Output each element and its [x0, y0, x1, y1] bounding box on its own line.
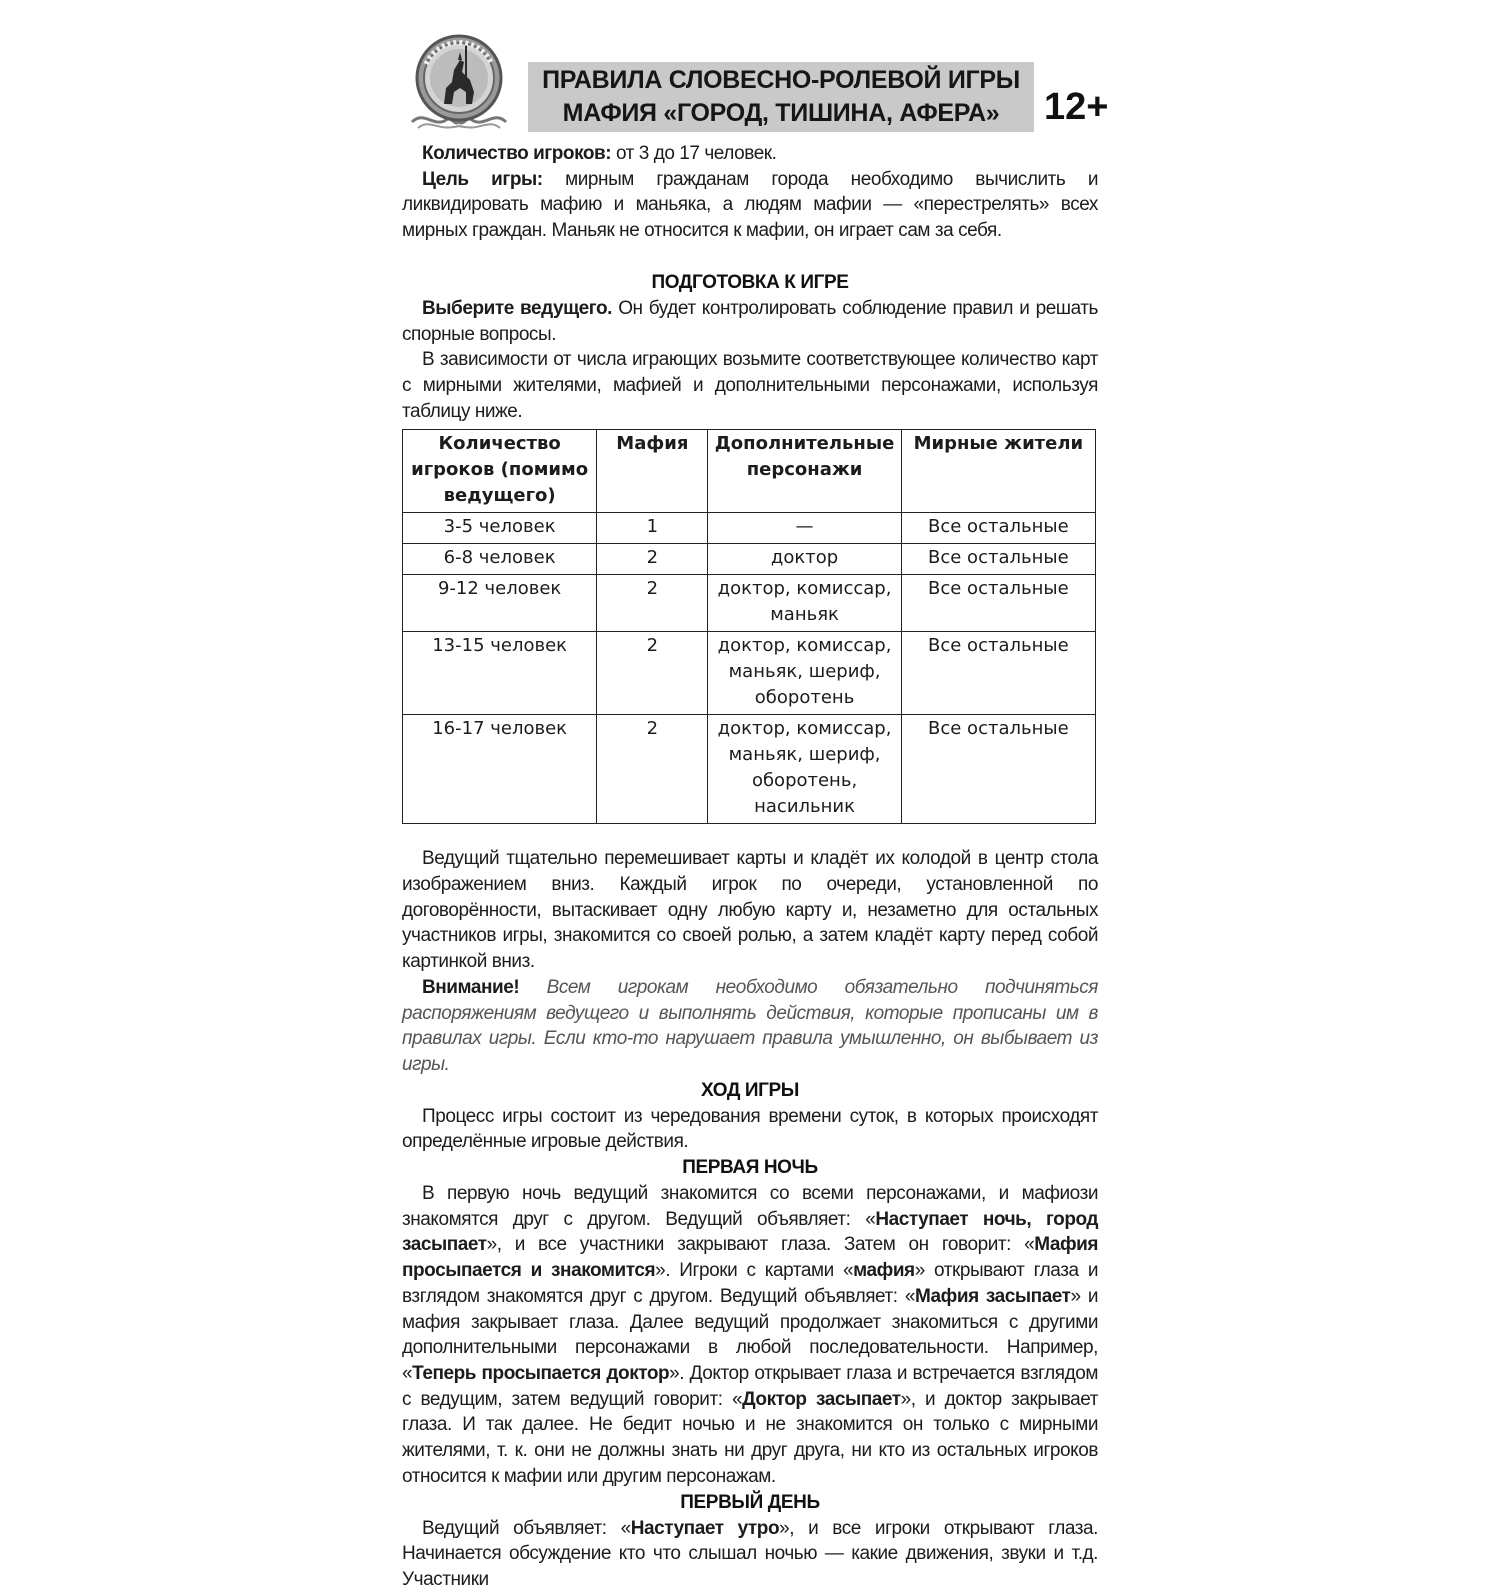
cell-extra: доктор, комиссар, маньяк, шериф, оборотень: [708, 632, 901, 715]
gameplay-text: Процесс игры состоит из чередования времени суток, в которых происходят определённые игровые действия.: [402, 1105, 1098, 1153]
choose-host: [402, 296, 1098, 347]
header-extra: Дополнительные персонажи: [708, 430, 901, 513]
first-night-heading: ПЕРВАЯ НОЧЬ: [682, 1157, 818, 1179]
night-phrase-3: мафия: [853, 1260, 915, 1282]
night-text-6: ». Доктор открывает глаза и встречается взглядом с ведущим, затем ведущий говорит: «: [402, 1362, 1098, 1410]
day-phrase-1: Наступает утро: [630, 1517, 780, 1539]
table-row: [403, 632, 1096, 715]
first-day-heading: ПЕРВЫЙ ДЕНЬ: [680, 1491, 820, 1513]
title-line-2: МАФИЯ «ГОРОД, ТИШИНА, АФЕРА»: [562, 99, 1000, 127]
night-text-1: В первую ночь ведущий знакомится со всеми персонажами, и мафиози знакомятся друг с другом. Ведущий объявляет: «: [402, 1183, 1098, 1230]
age-rating: 12+: [1044, 86, 1109, 128]
game-goal: [402, 167, 1098, 244]
night-text-7: », и доктор закрывает глаза. И так далее. Не бедит ночью и не знакомится он только с мирными жителями, т. к. они не должны знать ни друг друга, ни кто из остальных игроков относится к мафии или другим персонажам.: [402, 1388, 1098, 1487]
gameplay-heading: ХОД ИГРЫ: [700, 1079, 800, 1101]
goal-label: Цель игры:: [422, 168, 543, 190]
header-mafia: Мафия: [597, 430, 708, 513]
cell-mafia: 1: [597, 513, 708, 544]
cell-civilians: Все остальные: [901, 513, 1095, 544]
day-text-2: », и все игроки открывают глаза. Начинается обсуждение кто что слышал ночью — какие движения, звуки и т.д. Участники: [402, 1517, 1098, 1590]
host-label: Выберите ведущего.: [422, 297, 612, 319]
table-row: [403, 544, 1096, 575]
cell-mafia: 2: [597, 715, 708, 824]
cell-civilians: Все остальные: [901, 715, 1095, 824]
night-phrase-6: Доктор засыпает: [742, 1388, 901, 1410]
cell-civilians: Все остальные: [901, 632, 1095, 715]
host-text: Он будет контролировать соблюдение правил и решать спорные вопросы.: [402, 297, 1099, 345]
cell-mafia: 2: [597, 575, 708, 632]
cell-players: 3-5 человек: [403, 513, 597, 544]
cell-players: 9-12 человек: [403, 575, 597, 632]
cell-players: 13-15 человек: [403, 632, 597, 715]
night-phrase-2: Мафия просыпается и знакомится: [402, 1234, 1098, 1282]
cell-civilians: Все остальные: [901, 575, 1095, 632]
warning-text: Всем игрокам необходимо обязательно подчиняться распоряжениям ведущего и выполнять действия, которые прописаны им в правилах игры. Если кто-то нарушает правила умышленно, он выбывает из игры.: [402, 976, 1098, 1075]
cards-instructions: В зависимости от числа играющих возьмите соответствующее количество карт с мирными жителями, мафией и дополнительными персонажами, используя таблицу ниже.: [402, 349, 1098, 422]
first-night-text: [402, 1181, 1098, 1489]
warning-note: [402, 975, 1098, 1078]
goal-text: мирным гражданам города необходимо вычислить и ликвидировать мафию и маньяка, а людям мафии — «перестрелять» всех мирных граждан. Маньяк не относится к мафии, он играет сам за себя.: [402, 168, 1098, 242]
cell-mafia: 2: [597, 632, 708, 715]
night-phrase-5: Теперь просыпается доктор: [412, 1362, 670, 1384]
title-banner: [528, 62, 1034, 132]
cell-players: 6-8 человек: [403, 544, 597, 575]
night-text-4: » открывают глаза и взглядом знакомятся друг с другом. Ведущий объявляет: «: [402, 1260, 1098, 1307]
night-text-3: ». Игроки с картами «: [655, 1260, 854, 1282]
cell-extra: доктор, комиссар, маньяк: [708, 575, 901, 632]
shuffle-instructions: Ведущий тщательно перемешивает карты и кладёт их колодой в центр стола изображением вниз. Каждый игрок по очереди, установленной по договорённости, вытаскивает одну любую карту и, незаметно для остальных участников игры, знакомится со своей ролью, а затем кладёт карту перед собой картинкой вниз.: [402, 848, 1098, 973]
players-label: Количество игроков:: [422, 143, 612, 164]
table-row: [403, 513, 1096, 544]
header-civilians: Мирные жители: [901, 430, 1095, 513]
title-line-1: ПРАВИЛА СЛОВЕСНО-РОЛЕВОЙ ИГРЫ: [542, 66, 1020, 94]
knight-emblem-icon: [404, 30, 514, 136]
cell-mafia: 2: [597, 544, 708, 575]
night-phrase-1: Наступает ночь, город засыпает: [402, 1208, 1098, 1256]
rules-content: [402, 141, 1098, 1593]
players-text: от 3 до 17 человек.: [611, 143, 777, 164]
night-phrase-4: Мафия засыпает: [914, 1285, 1071, 1307]
night-text-2: », и все участники закрывают глаза. Затем он говорит: «: [486, 1234, 1035, 1256]
cell-extra: доктор, комиссар, маньяк, шериф, оборотень, насильник: [708, 715, 901, 824]
cell-extra: —: [708, 513, 901, 544]
roles-table: [402, 429, 1096, 824]
players-count: [402, 141, 1098, 167]
table-row: [403, 575, 1096, 632]
cell-extra: доктор: [708, 544, 901, 575]
cell-civilians: Все остальные: [901, 544, 1095, 575]
first-day-text: [402, 1516, 1098, 1593]
preparation-heading: ПОДГОТОВКА К ИГРЕ: [651, 271, 849, 293]
warning-label: Внимание!: [422, 976, 520, 998]
cell-players: 16-17 человек: [403, 715, 597, 824]
table-header-row: [403, 430, 1096, 513]
header-players: Количество игроков (помимо ведущего): [403, 430, 597, 513]
table-row: [403, 715, 1096, 824]
day-text-1: Ведущий объявляет: «: [422, 1517, 631, 1539]
night-text-5: » и мафия закрывает глаза. Далее ведущий продолжает знакомиться с другими дополнительными персонажами в любой последовательности. Например, «: [402, 1285, 1099, 1384]
